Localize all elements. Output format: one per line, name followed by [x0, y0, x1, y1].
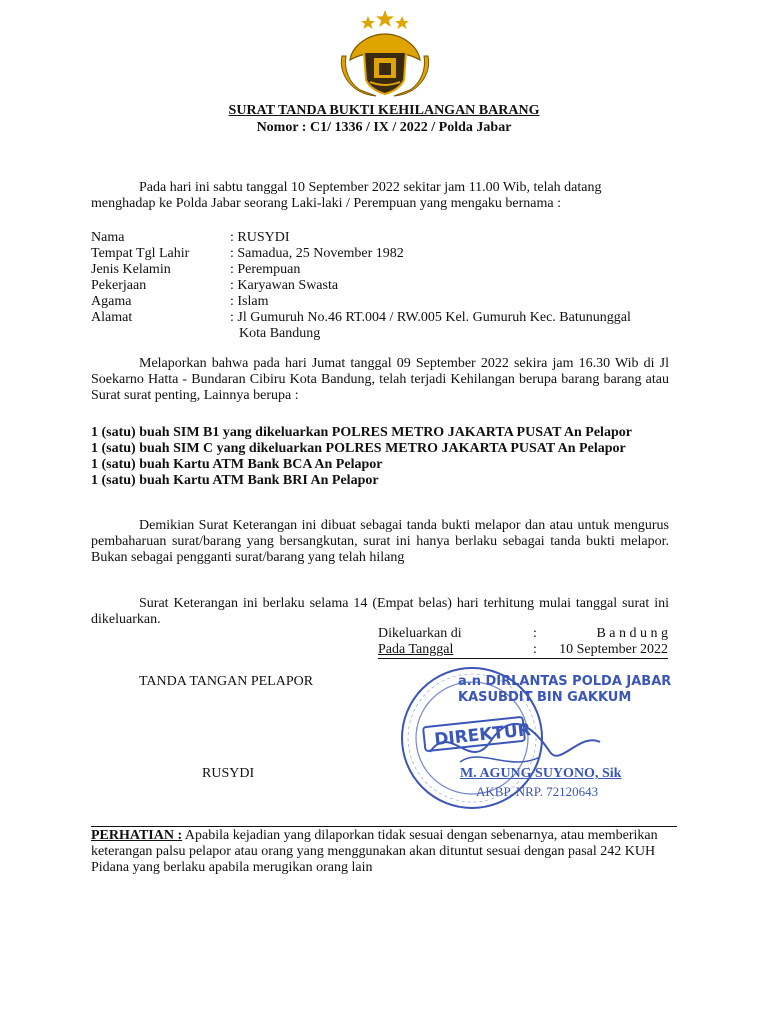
- lost-items-list: [91, 425, 632, 489]
- identity-label-ttl: Tempat Tgl Lahir: [91, 246, 190, 261]
- issued-date-row: [378, 642, 668, 659]
- official-rank: AKBP. NRP. 72120643: [476, 784, 599, 799]
- issued-place-value: B a n d u n g: [596, 626, 668, 641]
- closing-paragraph: Demikian Surat Keterangan ini dibuat sebagai tanda bukti melapor dan atau untuk mengurus pembaharuan surat/barang yang bersangkutan, surat ini hanya berlaku sebagai tanda bukti melapor. Bukan sebagai pengganti surat/barang yang telah hilang: [91, 518, 669, 565]
- reporter-signature-label: TANDA TANGAN PELAPOR: [139, 674, 314, 689]
- stamp-text: DIREKTUR: [433, 720, 532, 751]
- identity-label-religion: Agama: [91, 294, 132, 309]
- validity-paragraph: Surat Keterangan ini berlaku selama 14 (Empat belas) hari terhitung mulai tanggal surat ini dikeluarkan.: [91, 596, 669, 627]
- identity-label-address: Alamat: [91, 310, 133, 325]
- identity-value-nama: : RUSYDI: [230, 230, 290, 245]
- document-title: SURAT TANDA BUKTI KEHILANGAN BARANG: [228, 103, 540, 118]
- star-icon: [361, 16, 375, 29]
- police-emblem-logo: [330, 8, 440, 100]
- identity-value-ttl: : Samadua, 25 November 1982: [230, 246, 404, 261]
- identity-value-address: : Jl Gumuruh No.46 RT.004 / RW.005 Kel. Gumuruh Kec. Batununggal: [230, 310, 631, 325]
- identity-value-religion: : Islam: [230, 294, 269, 309]
- lost-item: 1 (satu) buah Kartu ATM Bank BCA An Pelapor: [91, 457, 383, 472]
- identity-label-job: Pekerjaan: [91, 278, 147, 293]
- star-icon: [395, 16, 409, 29]
- official-name: M. AGUNG SUYONO, Sik: [460, 766, 622, 781]
- issued-date-value: 10 September 2022: [559, 642, 668, 657]
- lost-item: 1 (satu) buah SIM C yang dikeluarkan POLRES METRO JAKARTA PUSAT An Pelapor: [91, 441, 626, 456]
- reporter-name: RUSYDI: [202, 766, 255, 781]
- identity-label-gender: Jenis Kelamin: [91, 262, 171, 277]
- issued-date-label: Pada Tanggal: [378, 642, 454, 657]
- star-icon: [376, 10, 394, 27]
- notice-label: PERHATIAN :: [91, 828, 183, 843]
- document-number: Nomor : C1/ 1336 / IX / 2022 / Polda Jabar: [256, 120, 512, 135]
- issued-date-colon: :: [533, 642, 537, 657]
- lost-item: 1 (satu) buah SIM B1 yang dikeluarkan POLRES METRO JAKARTA PUSAT An Pelapor: [91, 425, 632, 440]
- identity-label-nama: Nama: [91, 230, 125, 245]
- identity-value-gender: : Perempuan: [230, 262, 301, 277]
- official-line-1: a.n DIRLANTAS POLDA JABAR: [458, 674, 672, 689]
- issued-place-colon: :: [533, 626, 537, 641]
- issued-place-row: [378, 626, 668, 642]
- notice-divider: [91, 826, 677, 827]
- notice-paragraph: [91, 828, 677, 876]
- official-line-2: KASUBDIT BIN GAKKUM: [458, 690, 632, 705]
- issued-place-label: Dikeluarkan di: [378, 626, 462, 641]
- report-paragraph: Melaporkan bahwa pada hari Jumat tanggal 09 September 2022 sekira jam 16.30 Wib di Jl Soekarno Hatta - Bundaran Cibiru Kota Bandung, telah terjadi Kehilangan berupa barang barang atau Surat surat penting, Lainnya berupa :: [91, 356, 669, 403]
- lost-item: 1 (satu) buah Kartu ATM Bank BRI An Pelapor: [91, 473, 379, 488]
- identity-value-job: : Karyawan Swasta: [230, 278, 339, 293]
- opening-paragraph: Pada hari ini sabtu tanggal 10 September 2022 sekitar jam 11.00 Wib, telah datang menghadap ke Polda Jabar seorang Laki-laki / Perempuan yang mengaku bernama :: [91, 180, 602, 211]
- notice-text: Apabila kejadian yang dilaporkan tidak sesuai dengan sebenarnya, atau memberikan keterangan palsu pelapor atau orang yang menggunakan akan dituntut sesuai dengan pasal 242 KUH Pidana yang berlaku apabila merugikan orang lain: [91, 828, 658, 875]
- identity-value-address-city: Kota Bandung: [239, 326, 321, 341]
